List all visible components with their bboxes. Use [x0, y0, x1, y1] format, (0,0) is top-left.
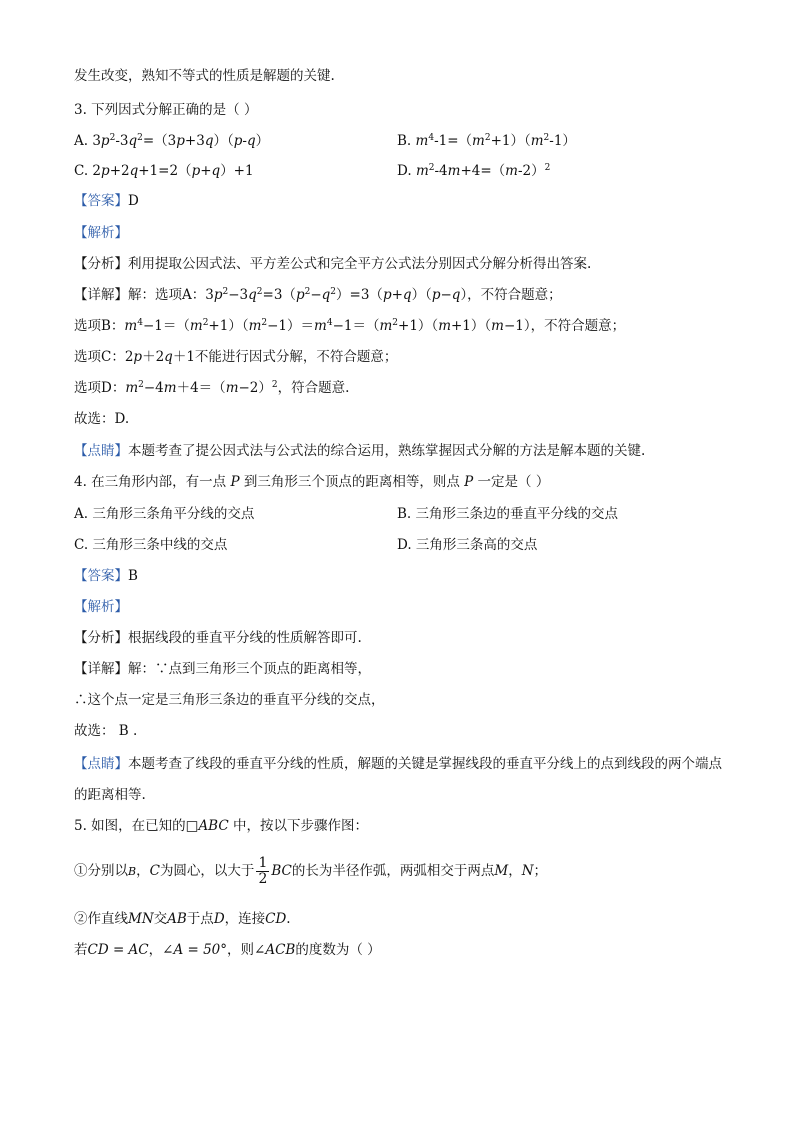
q4-jiexi: [74, 597, 734, 617]
q5-step-2: ②作直线MN交AB于点D，连接CD.: [74, 911, 291, 927]
fenxi-tag: 【分析】: [74, 256, 128, 272]
xiangjie-tag: 【详解】: [74, 287, 128, 303]
text: 3. 下列因式分解正确的是（ ）: [74, 102, 258, 118]
fenxi-text: 根据线段的垂直平分线的性质解答即可.: [128, 630, 362, 646]
q3-fenxi: [74, 254, 734, 274]
dianjing-tag: 【点睛】: [74, 443, 128, 459]
answer-value: D: [128, 193, 139, 209]
q3-option-a: A. $3p^2-3q^2=(3p+3q)(p-q)$: [74, 133, 270, 149]
answer-tag: 【答案】: [74, 568, 128, 584]
text: 故选： B .: [74, 723, 138, 739]
q4-option-c: C. 三角形三条中线的交点: [74, 537, 228, 553]
q3-xiangjie-3: 选项C：2p＋2q＋1不能进行因式分解，不符合题意；: [74, 349, 398, 365]
q3-stem: [74, 100, 734, 120]
q4-guxuan: [74, 721, 734, 741]
q5-condition: 若CD = AC，∠A = 50°，则∠ACB的度数为（ ）: [74, 942, 381, 958]
q4-options-cd: [74, 535, 734, 555]
q4-dianjing: [74, 749, 734, 811]
fenxi-tag: 【分析】: [74, 630, 128, 646]
q4-options-ab: [74, 504, 734, 524]
q3-xiangjie-4: 选项D：$m^2-4m+4=(m-2)^2$，符合题意.: [74, 380, 350, 396]
q3-xiangjie-2: 选项B：$m^4-1=(m^2+1)(m^2-1)=m^4-1=(m^2+1)(m+1)(m-1)$，不符合题意；: [74, 318, 626, 334]
fraction-one-half: $\frac{1}{2}$: [258, 855, 268, 887]
q3-guxuan: [74, 409, 734, 429]
q4-answer: [74, 566, 734, 586]
q3-option-c: C. 2p+2q+1=2（p+q）+1: [74, 163, 254, 179]
q4-fenxi: [74, 628, 734, 648]
q4-option-a: A. 三角形三条角平分线的交点: [74, 506, 255, 522]
q4-option-b: B. 三角形三条边的垂直平分线的交点: [397, 506, 619, 522]
fenxi-text: 利用提取公因式法、平方差公式和完全平方公式法分别因式分解分析得出答案.: [128, 256, 592, 272]
dianjing-text: 本题考查了提公因式法与公式法的综合运用，熟练掌握因式分解的方法是解本题的关键.: [128, 443, 646, 459]
xiangjie-tag: 【详解】: [74, 661, 128, 677]
answer-value: B: [128, 568, 138, 584]
q3-answer: [74, 191, 734, 211]
q4-stem: 4. 在三角形内部，有一点 P 到三角形三个顶点的距离相等，则点 P 一定是（ ）: [74, 474, 550, 490]
q3-option-b: B. $m^4-1=(m^2+1)(m^2-1)$: [397, 133, 576, 149]
q3-xiangjie-1: 【详解】解：选项A：$3p^2-3q^2=3(p^2-q^2)=3(p+q)(p-q)$，不符合题意；: [74, 287, 562, 303]
intro-tail: [74, 66, 734, 86]
q3-options-cd: [74, 161, 734, 181]
q4-xiangjie-1: [74, 659, 734, 679]
q3-jiexi: [74, 223, 734, 243]
dianjing-text: 本题考查了线段的垂直平分线的性质，解题的关键是掌握线段的垂直平分线上的点到线段的两个端点的距离相等.: [74, 756, 722, 803]
q3-options-ab: [74, 131, 734, 151]
dianjing-tag: 【点睛】: [74, 756, 128, 772]
text: ∴这个点一定是三角形三条边的垂直平分线的交点，: [74, 692, 385, 708]
triangle-symbol: □: [185, 818, 199, 834]
jiexi-tag: 【解析】: [74, 225, 128, 241]
jiexi-tag: 【解析】: [74, 599, 128, 615]
q5-step-1: ①分别以B，C为圆心，以大于 $\frac{1}{2}$ BC的长为半径作弧，两弧相交于两点M，N；: [74, 855, 548, 887]
text: 解：∵点到三角形三个顶点的距离相等，: [128, 661, 371, 677]
q5-stem: 5. 如图，在已知的□ABC 中，按以下步骤作图：: [74, 818, 368, 834]
answer-tag: 【答案】: [74, 193, 128, 209]
text: 发生改变，熟知不等式的性质是解题的关键.: [74, 68, 335, 84]
q4-option-d: D. 三角形三条高的交点: [397, 537, 538, 553]
text: 故选：D.: [74, 411, 130, 427]
q4-xiangjie-2: [74, 690, 734, 710]
q3-option-d: D. $m^2-4m+4=(m-2)^2$: [397, 163, 551, 179]
q3-dianjing: [74, 441, 734, 461]
